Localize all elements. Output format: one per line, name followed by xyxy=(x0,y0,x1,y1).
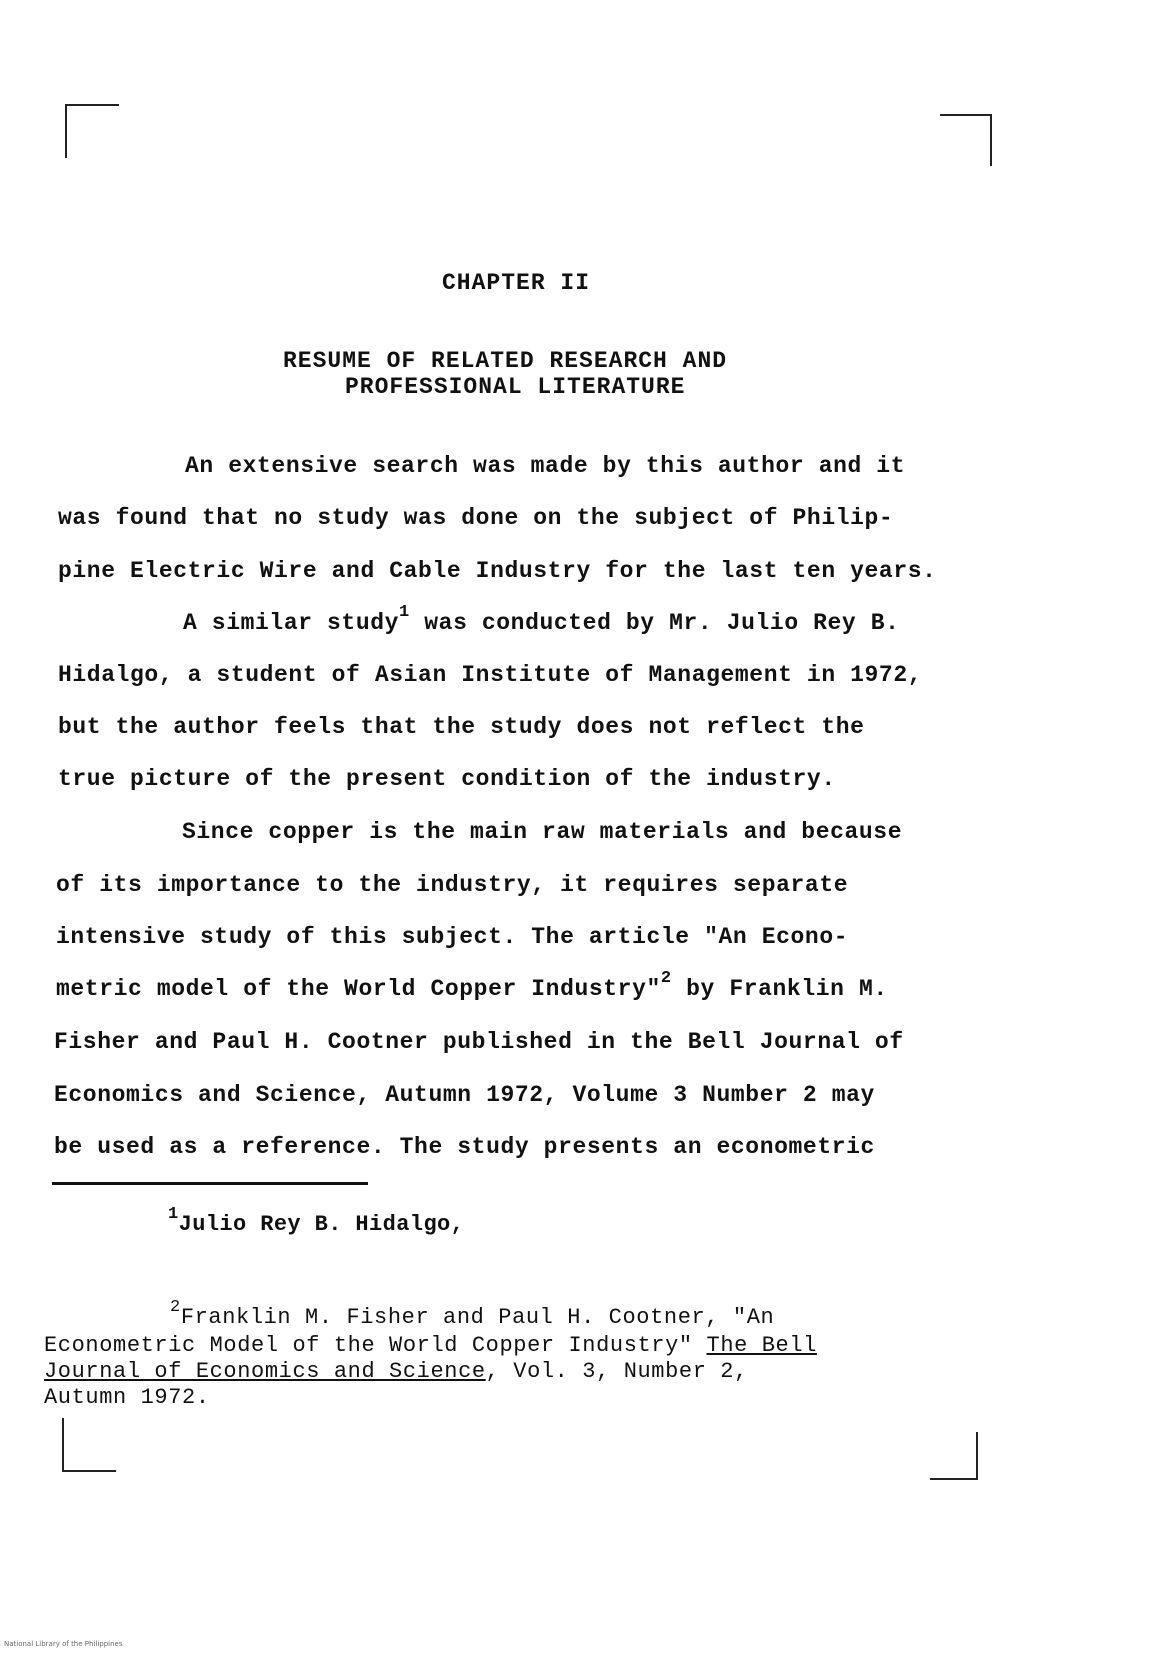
footnote-ref-1: 1 xyxy=(399,603,410,623)
footnote-2-line4: Autumn 1972. xyxy=(44,1385,210,1410)
footnote-separator xyxy=(52,1182,368,1185)
paragraph3-line5: Fisher and Paul H. Cootner published in the Bell Journal of xyxy=(54,1029,904,1055)
chapter-title: CHAPTER II xyxy=(442,270,591,296)
footnote-2-line1-text: Franklin M. Fisher and Paul H. Cootner, "An xyxy=(180,1305,775,1330)
paragraph2-line2: Hidalgo, a student of Asian Institute of Management in 1972, xyxy=(58,662,923,688)
footnote-2-line2 xyxy=(44,1333,817,1358)
paragraph3-line2: of its importance to the industry, it requires separate xyxy=(56,872,849,898)
paragraph1-line2: was found that no study was done on the subject of Philip- xyxy=(58,505,894,531)
footnote-2-line3 xyxy=(44,1359,748,1384)
footnote-2-line1 xyxy=(170,1297,775,1330)
footnote-2-journal-start: The Bell xyxy=(706,1333,817,1358)
footnote-1-number: 1 xyxy=(168,1204,179,1224)
paragraph2-line3: but the author feels that the study does not reflect the xyxy=(58,714,865,740)
crop-mark-top-left xyxy=(65,104,119,158)
footnote-1-text: Julio Rey B. Hidalgo, xyxy=(178,1212,465,1237)
footnote-2-number: 2 xyxy=(170,1297,181,1317)
paragraph2-line1 xyxy=(183,603,900,636)
paragraph3-line6: Economics and Science, Autumn 1972, Volume 3 Number 2 may xyxy=(54,1082,875,1108)
section-heading-line2: PROFESSIONAL LITERATURE xyxy=(345,374,686,400)
page-footer: National Library of the Philippines xyxy=(4,1640,123,1648)
crop-mark-bottom-right xyxy=(930,1432,978,1480)
paragraph3-line7: be used as a reference. The study presents an econometric xyxy=(54,1134,875,1160)
paragraph3-line1: Since copper is the main raw materials and because xyxy=(182,819,903,845)
paragraph3-line4-start: metric model of the World Copper Industry" xyxy=(56,976,661,1002)
footnote-2-line3-text: , Vol. 3, Number 2, xyxy=(485,1359,748,1384)
section-heading-line1: RESUME OF RELATED RESEARCH AND xyxy=(283,348,728,374)
crop-mark-top-right xyxy=(940,114,992,166)
paragraph3-line4-end: by Franklin M. xyxy=(671,976,888,1002)
footnote-2-line2-text: Econometric Model of the World Copper Industry" xyxy=(44,1333,707,1358)
paragraph2-line1-end: was conducted by Mr. Julio Rey B. xyxy=(409,610,900,636)
footnote-1 xyxy=(168,1204,465,1237)
paragraph3-line4 xyxy=(56,969,888,1002)
paragraph2-line1-start: A similar study xyxy=(183,610,400,636)
footnote-2-journal-end: Journal of Economics and Science xyxy=(44,1359,486,1384)
footnote-ref-2: 2 xyxy=(660,969,672,989)
crop-mark-bottom-left xyxy=(62,1418,116,1472)
paragraph1-line3: pine Electric Wire and Cable Industry for the last ten years. xyxy=(58,558,937,584)
paragraph3-line3: intensive study of this subject. The article "An Econo- xyxy=(56,924,849,950)
paragraph1-line1: An extensive search was made by this author and it xyxy=(185,453,906,479)
paragraph2-line4: true picture of the present condition of the industry. xyxy=(58,766,836,792)
